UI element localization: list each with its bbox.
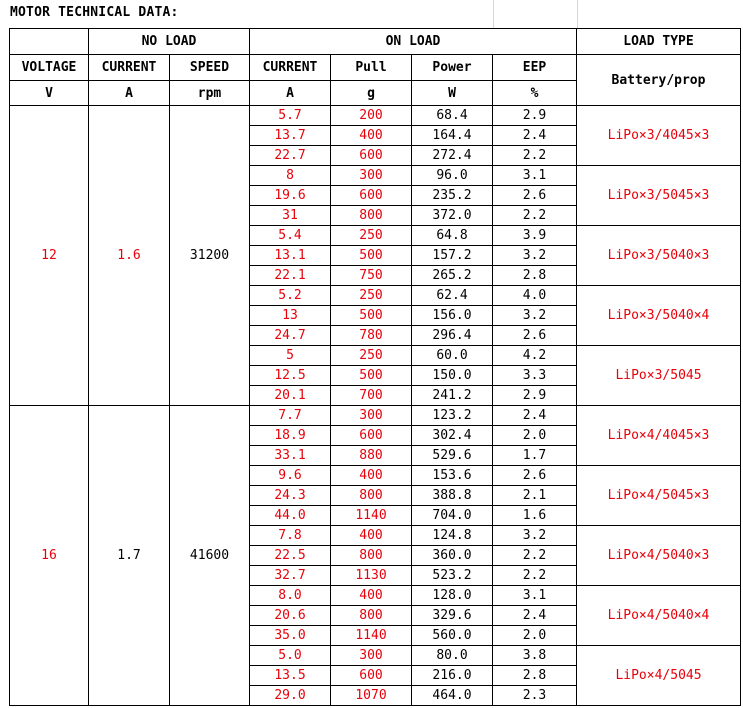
pull-cell: 400 bbox=[331, 126, 412, 146]
eep-cell: 3.3 bbox=[493, 366, 577, 386]
pull-cell: 200 bbox=[331, 106, 412, 126]
load-current-cell: 18.9 bbox=[250, 426, 331, 446]
header-pull: Pull bbox=[331, 55, 412, 81]
load-current-cell: 7.7 bbox=[250, 406, 331, 426]
load-current-cell: 8 bbox=[250, 166, 331, 186]
header-load-type: LOAD TYPE bbox=[577, 29, 741, 55]
pull-cell: 500 bbox=[331, 366, 412, 386]
power-cell: 372.0 bbox=[412, 206, 493, 226]
power-cell: 153.6 bbox=[412, 466, 493, 486]
eep-cell: 3.2 bbox=[493, 306, 577, 326]
unit-load-current: A bbox=[250, 81, 331, 106]
battery-prop-cell: LiPo×4/5045 bbox=[577, 646, 741, 706]
header-load-current: CURRENT bbox=[250, 55, 331, 81]
eep-cell: 2.4 bbox=[493, 406, 577, 426]
eep-cell: 3.8 bbox=[493, 646, 577, 666]
load-current-cell: 5.0 bbox=[250, 646, 331, 666]
eep-cell: 2.6 bbox=[493, 466, 577, 486]
sheet-gridline bbox=[493, 0, 494, 28]
load-current-cell: 7.8 bbox=[250, 526, 331, 546]
load-current-cell: 8.0 bbox=[250, 586, 331, 606]
eep-cell: 3.2 bbox=[493, 526, 577, 546]
eep-cell: 4.0 bbox=[493, 286, 577, 306]
noload-current-cell: 1.6 bbox=[89, 106, 170, 406]
eep-cell: 2.0 bbox=[493, 426, 577, 446]
voltage-cell: 16 bbox=[10, 406, 89, 706]
eep-cell: 2.2 bbox=[493, 566, 577, 586]
eep-cell: 2.3 bbox=[493, 686, 577, 706]
power-cell: 68.4 bbox=[412, 106, 493, 126]
load-current-cell: 22.1 bbox=[250, 266, 331, 286]
load-current-cell: 22.7 bbox=[250, 146, 331, 166]
speed-cell: 31200 bbox=[170, 106, 250, 406]
unit-noload-current: A bbox=[89, 81, 170, 106]
eep-cell: 2.4 bbox=[493, 126, 577, 146]
load-current-cell: 29.0 bbox=[250, 686, 331, 706]
power-cell: 265.2 bbox=[412, 266, 493, 286]
eep-cell: 1.6 bbox=[493, 506, 577, 526]
header-column-row bbox=[10, 55, 741, 81]
load-current-cell: 13.7 bbox=[250, 126, 331, 146]
power-cell: 150.0 bbox=[412, 366, 493, 386]
battery-prop-cell: LiPo×3/4045×3 bbox=[577, 106, 741, 166]
power-cell: 96.0 bbox=[412, 166, 493, 186]
pull-cell: 1070 bbox=[331, 686, 412, 706]
speed-cell: 41600 bbox=[170, 406, 250, 706]
battery-prop-cell: LiPo×3/5045×3 bbox=[577, 166, 741, 226]
power-cell: 388.8 bbox=[412, 486, 493, 506]
load-current-cell: 31 bbox=[250, 206, 331, 226]
noload-current-cell: 1.7 bbox=[89, 406, 170, 706]
load-current-cell: 19.6 bbox=[250, 186, 331, 206]
pull-cell: 400 bbox=[331, 586, 412, 606]
pull-cell: 250 bbox=[331, 286, 412, 306]
header-speed: SPEED bbox=[170, 55, 250, 81]
eep-cell: 4.2 bbox=[493, 346, 577, 366]
battery-prop-cell: LiPo×3/5040×3 bbox=[577, 226, 741, 286]
power-cell: 296.4 bbox=[412, 326, 493, 346]
load-current-cell: 22.5 bbox=[250, 546, 331, 566]
load-current-cell: 44.0 bbox=[250, 506, 331, 526]
power-cell: 235.2 bbox=[412, 186, 493, 206]
pull-cell: 400 bbox=[331, 466, 412, 486]
power-cell: 156.0 bbox=[412, 306, 493, 326]
unit-eep: % bbox=[493, 81, 577, 106]
power-cell: 123.2 bbox=[412, 406, 493, 426]
power-cell: 157.2 bbox=[412, 246, 493, 266]
pull-cell: 800 bbox=[331, 206, 412, 226]
header-no-load: NO LOAD bbox=[89, 29, 250, 55]
load-current-cell: 12.5 bbox=[250, 366, 331, 386]
pull-cell: 400 bbox=[331, 526, 412, 546]
pull-cell: 500 bbox=[331, 246, 412, 266]
pull-cell: 750 bbox=[331, 266, 412, 286]
power-cell: 80.0 bbox=[412, 646, 493, 666]
load-current-cell: 13.1 bbox=[250, 246, 331, 266]
table-row bbox=[10, 106, 741, 126]
page-title: MOTOR TECHNICAL DATA: bbox=[10, 5, 179, 20]
battery-prop-cell: LiPo×4/5045×3 bbox=[577, 466, 741, 526]
power-cell: 64.8 bbox=[412, 226, 493, 246]
power-cell: 360.0 bbox=[412, 546, 493, 566]
eep-cell: 2.2 bbox=[493, 546, 577, 566]
power-cell: 704.0 bbox=[412, 506, 493, 526]
load-current-cell: 5 bbox=[250, 346, 331, 366]
battery-prop-cell: LiPo×3/5045 bbox=[577, 346, 741, 406]
header-battery-prop: Battery/prop bbox=[577, 55, 741, 106]
pull-cell: 800 bbox=[331, 486, 412, 506]
eep-cell: 2.9 bbox=[493, 106, 577, 126]
eep-cell: 2.9 bbox=[493, 386, 577, 406]
pull-cell: 600 bbox=[331, 186, 412, 206]
power-cell: 216.0 bbox=[412, 666, 493, 686]
pull-cell: 600 bbox=[331, 146, 412, 166]
load-current-cell: 24.7 bbox=[250, 326, 331, 346]
power-cell: 560.0 bbox=[412, 626, 493, 646]
eep-cell: 2.4 bbox=[493, 606, 577, 626]
eep-cell: 3.9 bbox=[493, 226, 577, 246]
pull-cell: 880 bbox=[331, 446, 412, 466]
motor-data-table bbox=[9, 28, 741, 706]
pull-cell: 300 bbox=[331, 166, 412, 186]
power-cell: 529.6 bbox=[412, 446, 493, 466]
eep-cell: 2.2 bbox=[493, 206, 577, 226]
battery-prop-cell: LiPo×3/5040×4 bbox=[577, 286, 741, 346]
power-cell: 241.2 bbox=[412, 386, 493, 406]
header-eep: EEP bbox=[493, 55, 577, 81]
load-current-cell: 5.7 bbox=[250, 106, 331, 126]
eep-cell: 2.8 bbox=[493, 666, 577, 686]
power-cell: 329.6 bbox=[412, 606, 493, 626]
header-blank-cell bbox=[10, 29, 89, 55]
pull-cell: 500 bbox=[331, 306, 412, 326]
power-cell: 302.4 bbox=[412, 426, 493, 446]
load-current-cell: 9.6 bbox=[250, 466, 331, 486]
load-current-cell: 24.3 bbox=[250, 486, 331, 506]
voltage-cell: 12 bbox=[10, 106, 89, 406]
sheet-gridline bbox=[577, 0, 578, 28]
eep-cell: 3.1 bbox=[493, 586, 577, 606]
power-cell: 124.8 bbox=[412, 526, 493, 546]
pull-cell: 800 bbox=[331, 546, 412, 566]
pull-cell: 800 bbox=[331, 606, 412, 626]
pull-cell: 300 bbox=[331, 406, 412, 426]
load-current-cell: 32.7 bbox=[250, 566, 331, 586]
pull-cell: 1140 bbox=[331, 506, 412, 526]
pull-cell: 1130 bbox=[331, 566, 412, 586]
load-current-cell: 5.2 bbox=[250, 286, 331, 306]
battery-prop-cell: LiPo×4/5040×3 bbox=[577, 526, 741, 586]
power-cell: 128.0 bbox=[412, 586, 493, 606]
eep-cell: 2.6 bbox=[493, 326, 577, 346]
unit-power: W bbox=[412, 81, 493, 106]
pull-cell: 600 bbox=[331, 426, 412, 446]
header-power: Power bbox=[412, 55, 493, 81]
load-current-cell: 20.1 bbox=[250, 386, 331, 406]
pull-cell: 250 bbox=[331, 226, 412, 246]
power-cell: 164.4 bbox=[412, 126, 493, 146]
header-on-load: ON LOAD bbox=[250, 29, 577, 55]
header-group-row bbox=[10, 29, 741, 55]
pull-cell: 300 bbox=[331, 646, 412, 666]
load-current-cell: 5.4 bbox=[250, 226, 331, 246]
eep-cell: 3.2 bbox=[493, 246, 577, 266]
unit-voltage: V bbox=[10, 81, 89, 106]
unit-pull: g bbox=[331, 81, 412, 106]
eep-cell: 2.2 bbox=[493, 146, 577, 166]
load-current-cell: 20.6 bbox=[250, 606, 331, 626]
power-cell: 523.2 bbox=[412, 566, 493, 586]
eep-cell: 1.7 bbox=[493, 446, 577, 466]
power-cell: 62.4 bbox=[412, 286, 493, 306]
pull-cell: 600 bbox=[331, 666, 412, 686]
header-voltage: VOLTAGE bbox=[10, 55, 89, 81]
pull-cell: 780 bbox=[331, 326, 412, 346]
pull-cell: 250 bbox=[331, 346, 412, 366]
eep-cell: 3.1 bbox=[493, 166, 577, 186]
eep-cell: 2.8 bbox=[493, 266, 577, 286]
power-cell: 60.0 bbox=[412, 346, 493, 366]
pull-cell: 700 bbox=[331, 386, 412, 406]
pull-cell: 1140 bbox=[331, 626, 412, 646]
load-current-cell: 13.5 bbox=[250, 666, 331, 686]
unit-speed: rpm bbox=[170, 81, 250, 106]
load-current-cell: 13 bbox=[250, 306, 331, 326]
load-current-cell: 33.1 bbox=[250, 446, 331, 466]
header-noload-current: CURRENT bbox=[89, 55, 170, 81]
load-current-cell: 35.0 bbox=[250, 626, 331, 646]
eep-cell: 2.0 bbox=[493, 626, 577, 646]
table-row bbox=[10, 406, 741, 426]
eep-cell: 2.6 bbox=[493, 186, 577, 206]
power-cell: 464.0 bbox=[412, 686, 493, 706]
battery-prop-cell: LiPo×4/5040×4 bbox=[577, 586, 741, 646]
power-cell: 272.4 bbox=[412, 146, 493, 166]
eep-cell: 2.1 bbox=[493, 486, 577, 506]
battery-prop-cell: LiPo×4/4045×3 bbox=[577, 406, 741, 466]
